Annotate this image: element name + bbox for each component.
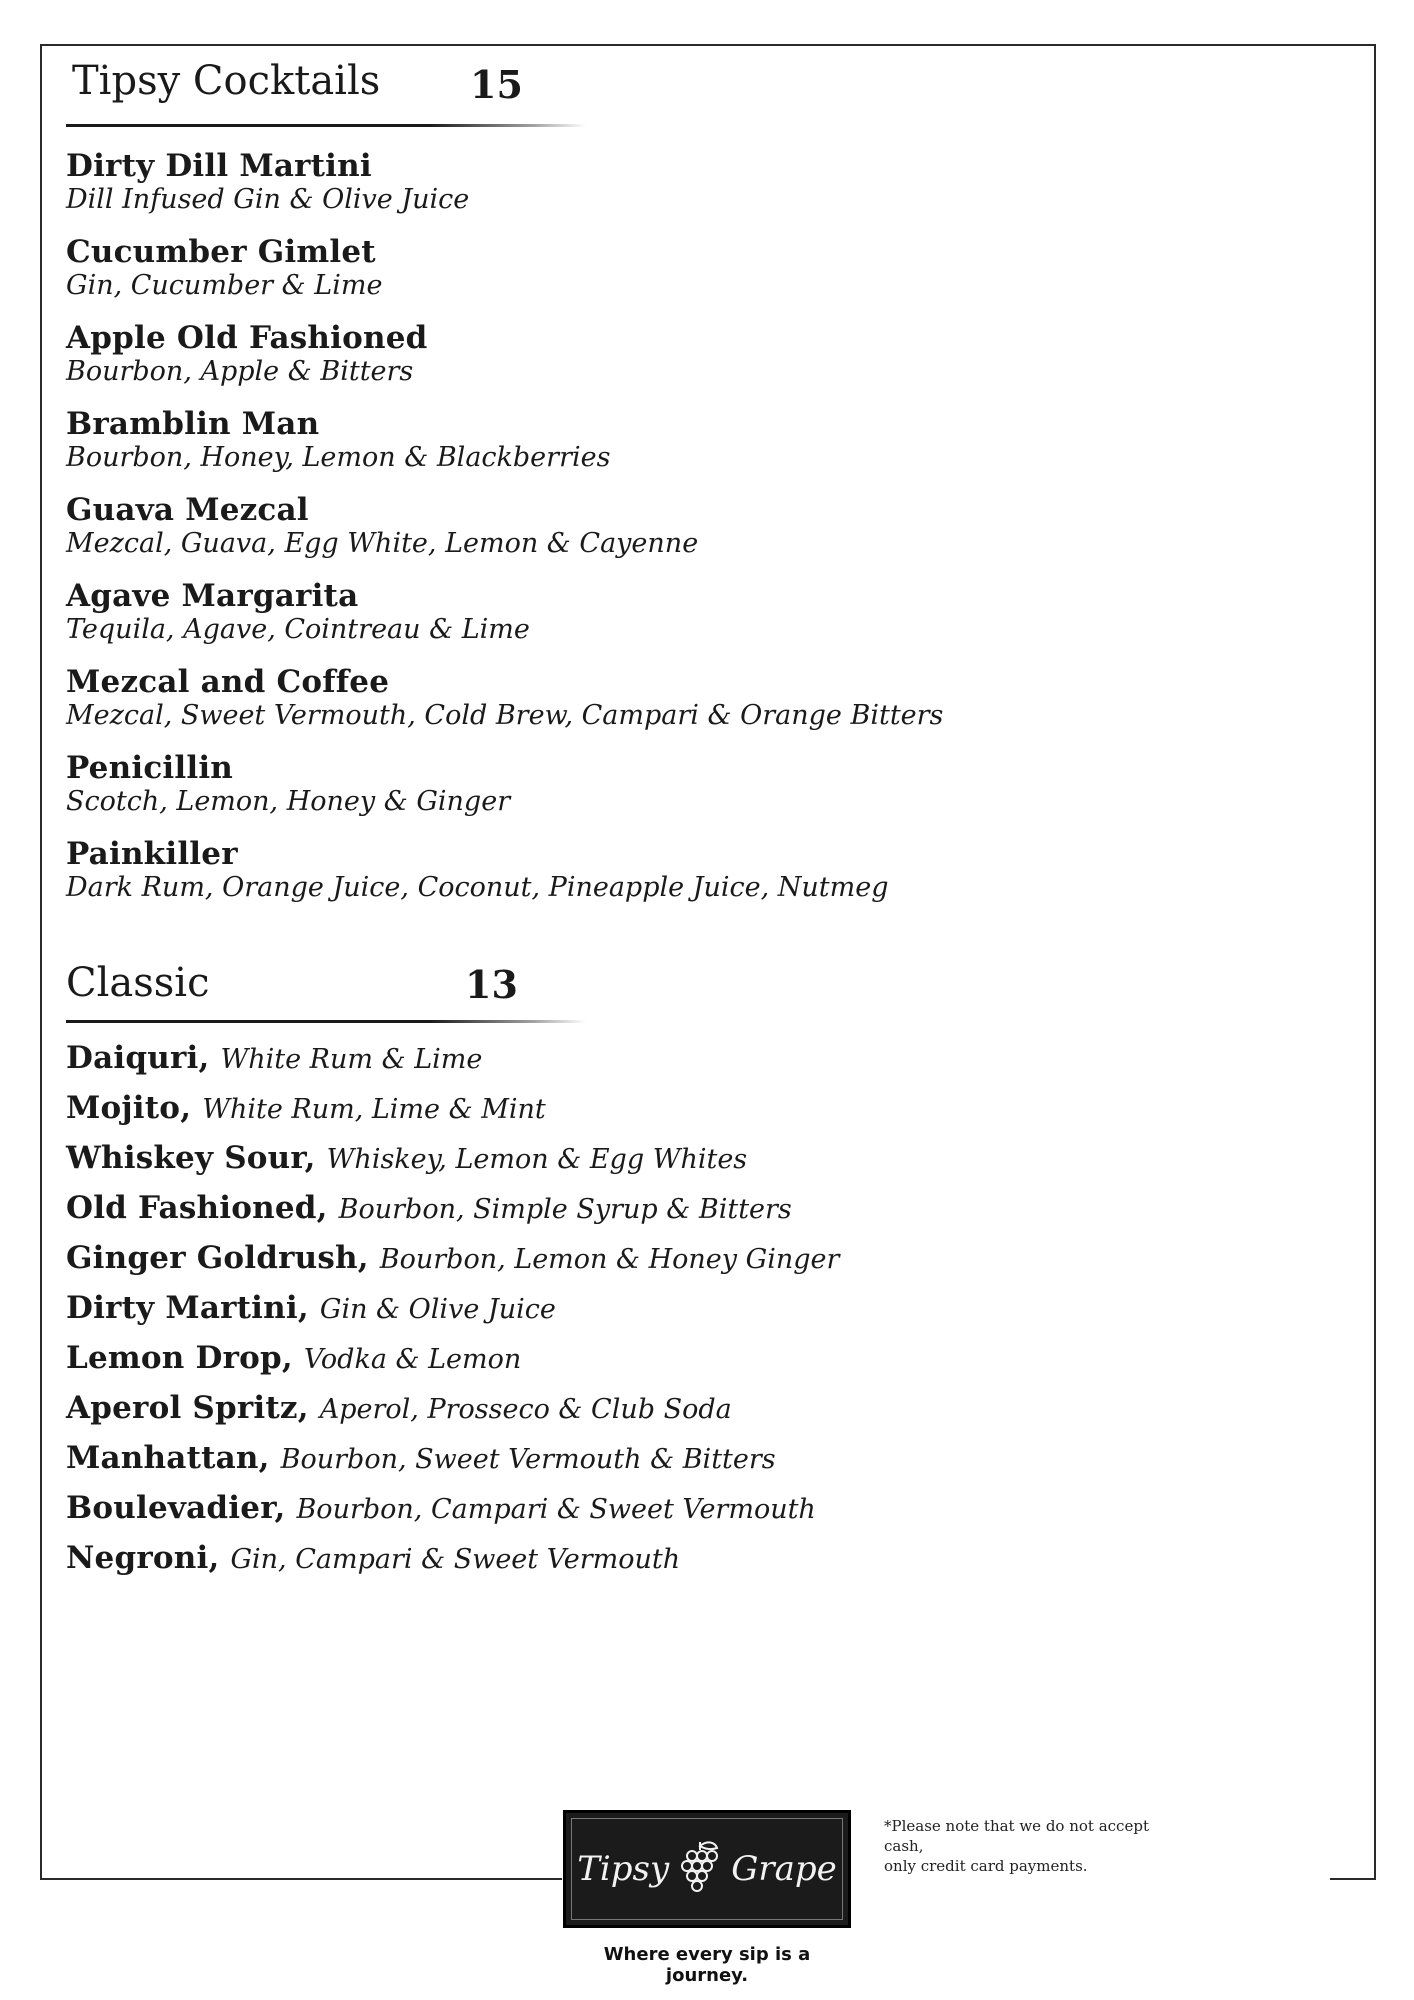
menu-item-name: Dirty Dill Martini — [66, 148, 372, 184]
menu-item-name: Boulevadier — [66, 1490, 275, 1526]
menu-item-name: Negroni — [66, 1540, 209, 1576]
menu-item-description: Bourbon, Honey, Lemon & Blackberries — [66, 442, 611, 473]
menu-item: Negroni, Gin, Campari & Sweet Vermouth — [66, 1540, 681, 1576]
menu-item — [66, 836, 889, 903]
menu-item-description: Mezcal, Guava, Egg White, Lemon & Cayenne — [66, 528, 699, 559]
menu-item-name: Manhattan — [66, 1440, 259, 1476]
classic-section-title: Classic — [66, 960, 210, 1006]
menu-item-description: Bourbon, Lemon & Honey Ginger — [379, 1244, 840, 1275]
payment-note-line: *Please note that we do not accept cash, — [884, 1817, 1149, 1855]
menu-item-name: Lemon Drop — [66, 1340, 282, 1376]
menu-item — [66, 234, 382, 301]
menu-item — [66, 148, 469, 215]
menu-item-description: Bourbon, Sweet Vermouth & Bitters — [280, 1444, 776, 1475]
menu-item-description: Aperol, Prosseco & Club Soda — [319, 1394, 732, 1425]
menu-item: Manhattan, Bourbon, Sweet Vermouth & Bitters — [66, 1440, 776, 1476]
logo-text-right: Grape — [731, 1849, 837, 1889]
tagline: Where every sip is a journey. — [603, 1944, 811, 1986]
menu-item: Lemon Drop, Vodka & Lemon — [66, 1340, 522, 1376]
menu-item — [66, 320, 428, 387]
tipsy-section-title: Tipsy Cocktails — [72, 58, 381, 104]
menu-item-name: Cucumber Gimlet — [66, 234, 376, 270]
menu-item-description: Bourbon, Simple Syrup & Bitters — [338, 1194, 792, 1225]
menu-item: Old Fashioned, Bourbon, Simple Syrup & Bitters — [66, 1190, 792, 1226]
menu-item-description: Dill Infused Gin & Olive Juice — [66, 184, 470, 215]
menu-item-description: Dark Rum, Orange Juice, Coconut, Pineapple Juice, Nutmeg — [66, 872, 889, 903]
menu-item-description: Scotch, Lemon, Honey & Ginger — [66, 786, 511, 817]
payment-note-line: only credit card payments. — [884, 1857, 1088, 1875]
menu-item — [66, 406, 610, 473]
menu-item: Ginger Goldrush, Bourbon, Lemon & Honey Ginger — [66, 1240, 840, 1276]
menu-item-name: Agave Margarita — [66, 578, 359, 614]
classic-section-header — [66, 960, 210, 1006]
classic-section-rule — [66, 1020, 586, 1023]
menu-item-description: Mezcal, Sweet Vermouth, Cold Brew, Campari & Orange Bitters — [66, 700, 944, 731]
menu-item-description: Tequila, Agave, Cointreau & Lime — [66, 614, 530, 645]
menu-item-name: Mojito — [66, 1090, 181, 1126]
frame-bottom-border — [1330, 1878, 1376, 1880]
menu-item-name: Mezcal and Coffee — [66, 664, 390, 700]
menu-item — [66, 750, 510, 817]
classic-section-price: 13 — [465, 962, 518, 1007]
menu-item-description: White Rum, Lime & Mint — [202, 1094, 546, 1125]
menu-item-name: Apple Old Fashioned — [66, 320, 428, 356]
menu-item-description: Gin, Campari & Sweet Vermouth — [230, 1544, 681, 1575]
menu-item: Dirty Martini, Gin & Olive Juice — [66, 1290, 556, 1326]
menu-item-description: Bourbon, Apple & Bitters — [66, 356, 414, 387]
menu-item — [66, 492, 698, 559]
menu-item: Daiquri, White Rum & Lime — [66, 1040, 483, 1076]
tipsy-grape-logo — [563, 1810, 851, 1928]
menu-item-name: Ginger Goldrush — [66, 1240, 358, 1276]
tipsy-section-price: 15 — [470, 62, 523, 107]
menu-item: Whiskey Sour, Whiskey, Lemon & Egg Whites — [66, 1140, 748, 1176]
menu-item-name: Guava Mezcal — [66, 492, 309, 528]
menu-item-description: Whiskey, Lemon & Egg Whites — [326, 1144, 748, 1175]
frame-bottom-border — [40, 1878, 562, 1880]
menu-item-description: Vodka & Lemon — [303, 1344, 522, 1375]
menu-item-name: Whiskey Sour — [66, 1140, 305, 1176]
tipsy-section-rule — [66, 124, 586, 127]
menu-item-description: Gin & Olive Juice — [319, 1294, 556, 1325]
menu-item: Mojito, White Rum, Lime & Mint — [66, 1090, 546, 1126]
grape-icon — [677, 1838, 723, 1900]
menu-item-name: Dirty Martini — [66, 1290, 298, 1326]
menu-item-name: Bramblin Man — [66, 406, 320, 442]
logo-text-left: Tipsy — [577, 1849, 670, 1889]
menu-item-description: White Rum & Lime — [220, 1044, 483, 1075]
payment-note — [884, 1816, 1184, 1876]
menu-item-description: Bourbon, Campari & Sweet Vermouth — [296, 1494, 816, 1525]
menu-item-name: Daiquri — [66, 1040, 199, 1076]
menu-item: Boulevadier, Bourbon, Campari & Sweet Vermouth — [66, 1490, 816, 1526]
menu-item-name: Painkiller — [66, 836, 238, 872]
menu-item-name: Penicillin — [66, 750, 234, 786]
tipsy-section-header — [72, 58, 380, 104]
menu-item: Aperol Spritz, Aperol, Prosseco & Club Soda — [66, 1390, 732, 1426]
menu-item-name: Aperol Spritz — [66, 1390, 298, 1426]
menu-item — [66, 664, 943, 731]
menu-item-description: Gin, Cucumber & Lime — [66, 270, 383, 301]
menu-item-name: Old Fashioned — [66, 1190, 317, 1226]
menu-item — [66, 578, 530, 645]
